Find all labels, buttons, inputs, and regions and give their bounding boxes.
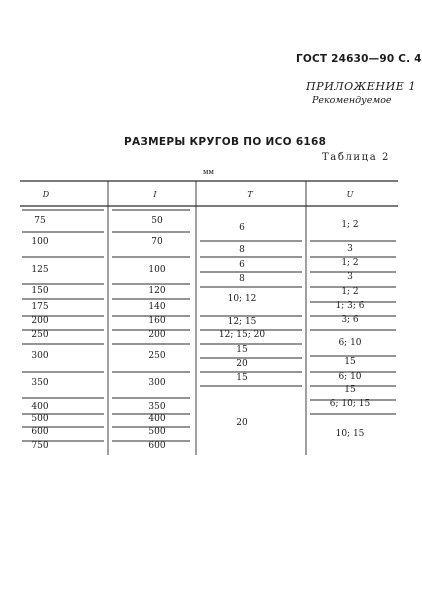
cell-t-value: 6 (239, 260, 245, 270)
cell-i-value: 250 (148, 351, 166, 361)
cell-t-value: 10; 12 (227, 294, 257, 304)
cell-d-value: 150 (31, 286, 49, 296)
cell-i-value: 120 (148, 286, 166, 296)
column-header-d: D (42, 190, 50, 199)
cell-i-value: 300 (148, 378, 166, 388)
column-header-t: T (247, 190, 253, 199)
cell-u-value: 1; 2 (341, 220, 359, 230)
units-label: мм (203, 168, 214, 176)
cell-d-value: 75 (34, 216, 46, 226)
cell-d-value: 500 (31, 414, 49, 424)
cell-t-value: 20 (236, 418, 248, 428)
cell-t-value: 8 (239, 274, 245, 284)
cell-d-value: 175 (31, 302, 49, 312)
cell-u-value: 3 (347, 244, 353, 254)
cell-u-value: 1; 2 (341, 258, 359, 268)
cell-t-value: 6 (239, 223, 245, 233)
cell-d-value: 400 (31, 402, 49, 412)
cell-u-value: 6; 10 (338, 338, 362, 348)
cell-u-value: 15 (344, 357, 356, 367)
cell-u-value: 10; 15 (335, 429, 365, 439)
appendix-status: Рекомендуемое (312, 95, 392, 106)
cell-t-value: 12; 15 (227, 317, 257, 327)
column-header-i: I (153, 190, 157, 199)
cell-i-value: 200 (148, 330, 166, 340)
cell-t-value: 20 (236, 359, 248, 369)
cell-t-value: 8 (239, 245, 245, 255)
cell-i-value: 500 (148, 427, 166, 437)
cell-u-value: 6; 10 (338, 372, 362, 382)
cell-d-value: 350 (31, 378, 49, 388)
cell-d-value: 100 (31, 237, 49, 247)
cell-u-value: 3; 6 (341, 315, 359, 325)
cell-i-value: 50 (151, 216, 163, 226)
cell-t-value: 12; 15; 20 (218, 330, 266, 340)
cell-i-value: 350 (148, 402, 166, 412)
cell-i-value: 400 (148, 414, 166, 424)
cell-d-value: 300 (31, 351, 49, 361)
document-title: РАЗМЕРЫ КРУГОВ ПО ИСО 6168 (124, 136, 327, 148)
cell-u-value: 3 (347, 272, 353, 282)
cell-d-value: 250 (31, 330, 49, 340)
cell-u-value: 1; 3; 6 (335, 301, 365, 311)
cell-d-value: 200 (31, 316, 49, 326)
standard-header: ГОСТ 24630—90 С. 4 (296, 53, 422, 65)
cell-i-value: 100 (148, 265, 166, 275)
cell-i-value: 600 (148, 441, 166, 451)
cell-u-value: 1; 2 (341, 287, 359, 297)
table-label: Таблица 2 (322, 152, 391, 163)
cell-u-value: 15 (344, 385, 356, 395)
cell-d-value: 125 (31, 265, 49, 275)
appendix-title: ПРИЛОЖЕНИЕ 1 (306, 80, 417, 93)
cell-d-value: 750 (31, 441, 49, 451)
cell-i-value: 70 (151, 237, 163, 247)
cell-t-value: 15 (236, 345, 248, 355)
cell-i-value: 140 (148, 302, 166, 312)
column-header-u: U (346, 190, 354, 199)
cell-t-value: 15 (236, 373, 248, 383)
cell-u-value: 6; 10; 15 (329, 399, 371, 409)
cell-d-value: 600 (31, 427, 49, 437)
cell-i-value: 160 (148, 316, 166, 326)
